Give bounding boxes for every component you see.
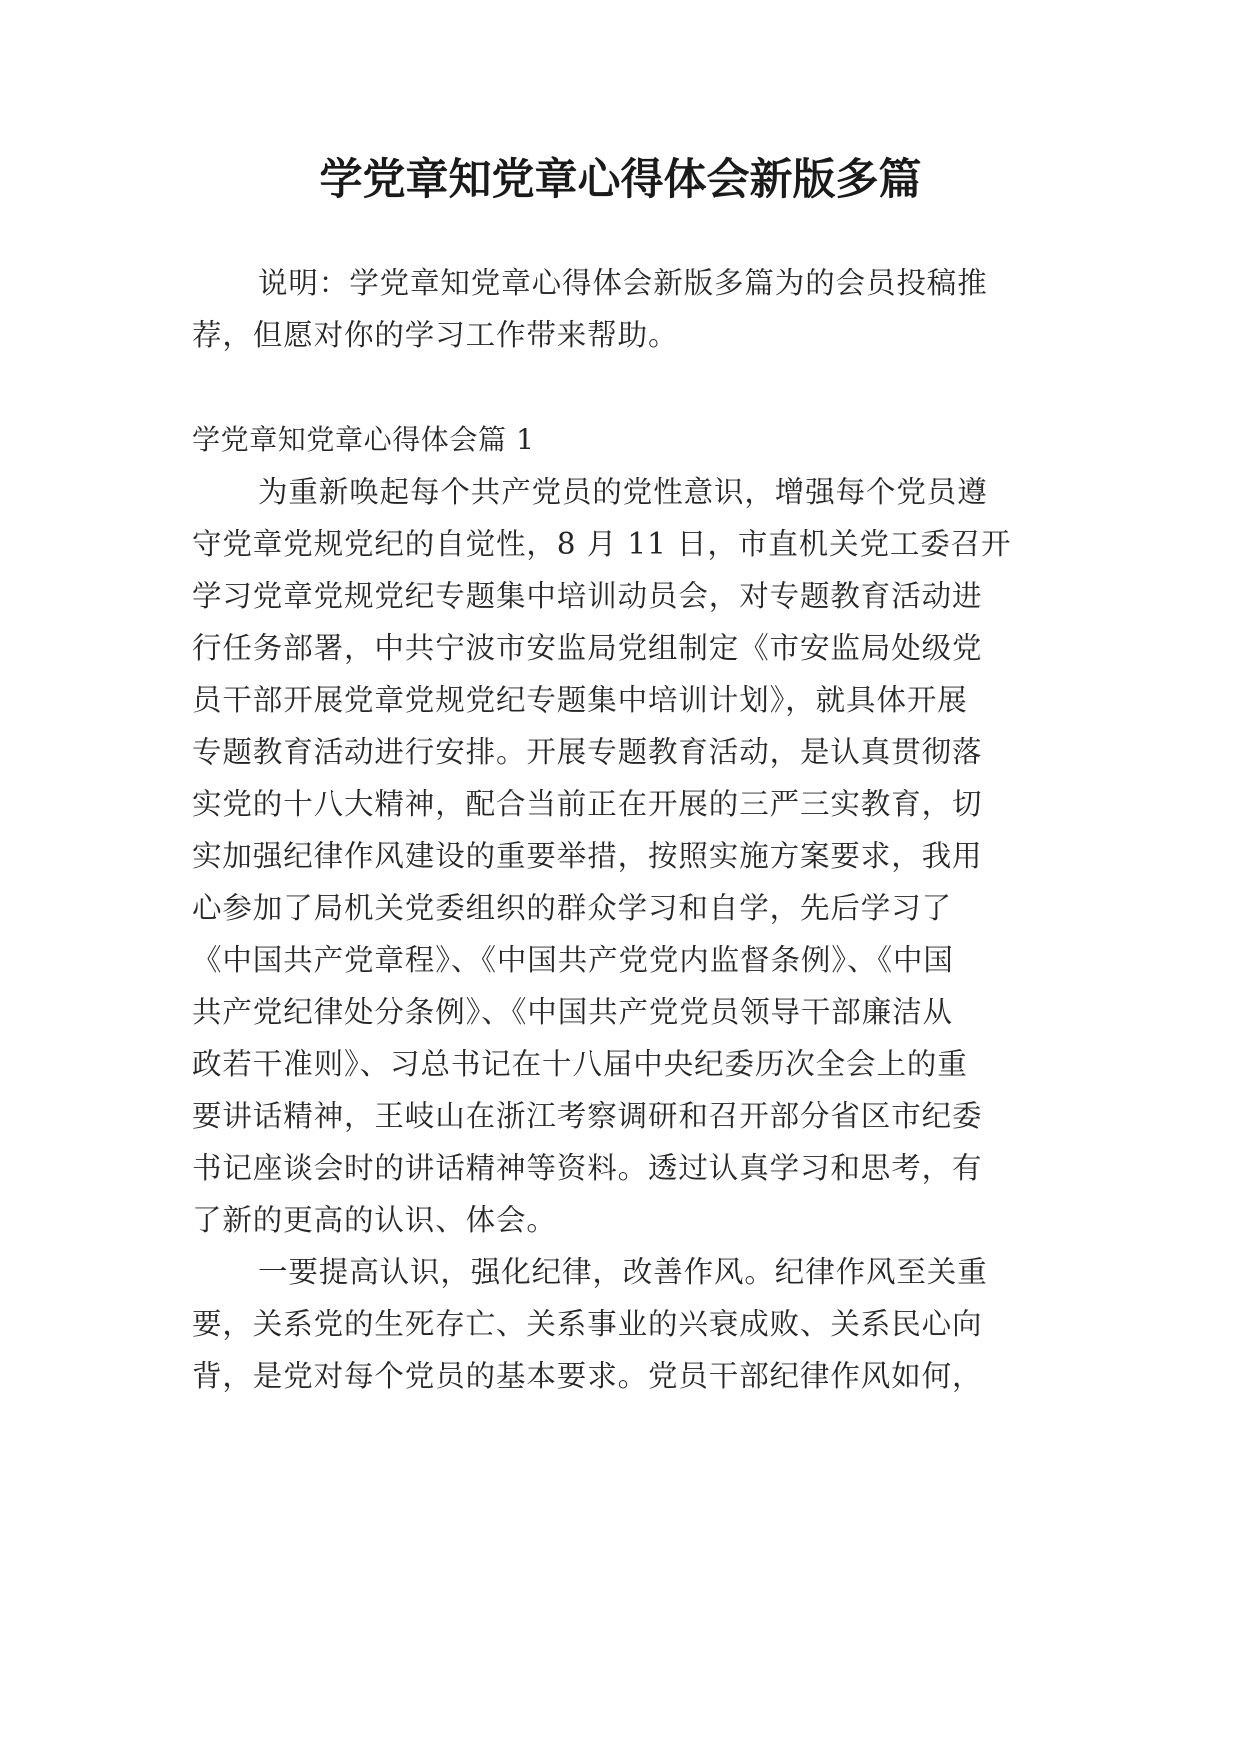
body-line: 要讲话精神，王岐山在浙江考察调研和召开部分省区市纪委 <box>192 1099 983 1133</box>
body-line: 为重新唤起每个共产党员的党性意识，增强每个党员遵 <box>258 475 988 509</box>
body-line: 《中国共产党章程》、《中国共产党党内监督条例》、《中国 <box>192 943 954 977</box>
document-title: 学党章知党章心得体会新版多篇 <box>319 155 922 205</box>
body-line: 行任务部署，中共宁波市安监局党组制定《市安监局处级党 <box>192 631 983 665</box>
intro-line: 荐，但愿对你的学习工作带来帮助。 <box>192 318 679 352</box>
body-line: 心参加了局机关党委组织的群众学习和自学，先后学习了 <box>192 891 953 925</box>
body-line: 学习党章党规党纪专题集中培训动员会，对专题教育活动进 <box>192 579 983 613</box>
body-line: 书记座谈会时的讲话精神等资料。透过认真学习和思考，有 <box>192 1151 983 1185</box>
body-line: 要，关系党的生死存亡、关系事业的兴衰成败、关系民心向 <box>192 1307 983 1341</box>
body-line: 背，是党对每个党员的基本要求。党员干部纪律作风如何， <box>192 1359 983 1393</box>
body-line: 实加强纪律作风建设的重要举措，按照实施方案要求，我用 <box>192 839 983 873</box>
body-line: 专题教育活动进行安排。开展专题教育活动，是认真贯彻落 <box>192 735 983 769</box>
body-line: 一要提高认识，强化纪律，改善作风。纪律作风至关重 <box>258 1255 988 1289</box>
body-line: 政若干准则》、习总书记在十八届中央纪委历次全会上的重 <box>192 1047 968 1081</box>
body-line: 守党章党规党纪的自觉性，8 月 11 日，市直机关党工委召开 <box>192 527 1012 561</box>
section-heading: 学党章知党章心得体会篇 1 <box>192 423 535 456</box>
body-line: 共产党纪律处分条例》、《中国共产党党员领导干部廉洁从 <box>192 995 953 1029</box>
intro-line: 说明：学党章知党章心得体会新版多篇为的会员投稿推 <box>258 266 988 300</box>
body-line: 实党的十八大精神，配合当前正在开展的三严三实教育，切 <box>192 787 983 821</box>
body-line: 了新的更高的认识、体会。 <box>192 1203 557 1237</box>
body-line: 员干部开展党章党规党纪专题集中培训计划》，就具体开展 <box>192 683 968 717</box>
